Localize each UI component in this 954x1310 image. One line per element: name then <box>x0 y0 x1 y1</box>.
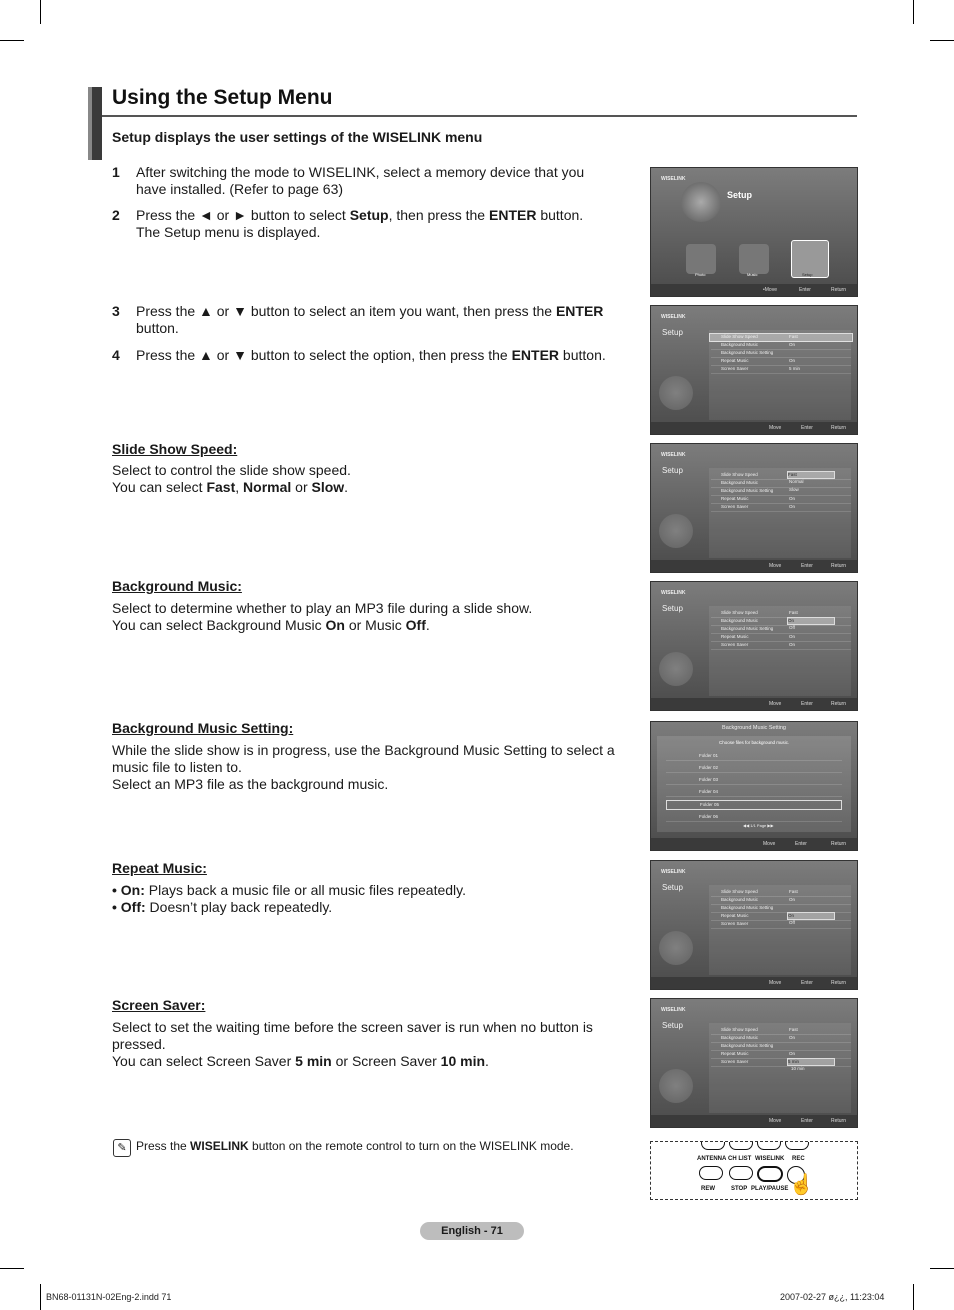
crop-mark <box>40 0 41 24</box>
step-2 <box>112 207 617 241</box>
remote-label: CH LIST <box>728 1156 752 1162</box>
option-fast: Fast <box>787 471 835 479</box>
option-5min: 5 min <box>787 1058 835 1066</box>
step-text: Press the ▲ or ▼ button to select an item you want, then press the ENTER button. <box>136 303 604 336</box>
title-rule <box>102 115 857 117</box>
wiselink-logo: WISELINK <box>661 1007 686 1013</box>
step-1 <box>112 164 617 198</box>
menu-row: Slide Show Speed Fast <box>711 1026 851 1035</box>
screen-title: Setup <box>662 466 683 475</box>
folder-row: Folder 02 <box>666 764 842 773</box>
gear-icon <box>659 1069 693 1103</box>
option-slow: Slow <box>789 487 799 492</box>
title-bar-accent-inner <box>88 87 92 160</box>
menu-row: Background Music On <box>711 341 851 350</box>
wiselink-remote-button <box>757 1166 783 1182</box>
menu-row: Background Music <box>711 479 851 488</box>
step-4 <box>112 347 617 364</box>
remote-illustration <box>650 1141 858 1200</box>
photo-icon <box>686 244 716 274</box>
crop-mark <box>913 1284 914 1310</box>
menu-row: Slide Show Speed Fast <box>711 888 851 897</box>
screen-footer: •Move Enter Return <box>651 284 857 296</box>
screen-footer: Move Enter Return <box>651 698 857 710</box>
screen-bgm-setting <box>650 721 858 851</box>
folder-row: Folder 06 <box>666 813 842 822</box>
menu-row: Screen Saver <box>711 1058 851 1067</box>
remote-button <box>699 1166 723 1180</box>
gear-icon <box>659 931 693 965</box>
option-on: On <box>787 912 835 920</box>
body-background-music: Select to determine whether to play an MP3 file during a slide show. You can select Background Music On or Music Off. <box>112 600 533 633</box>
screen-footer: Move Enter Return <box>651 422 857 434</box>
menu-row: Background Music On <box>711 896 851 905</box>
screen-background-music <box>650 581 858 711</box>
gear-icon <box>659 514 693 548</box>
screen-footer: Move Enter Return <box>651 977 857 989</box>
heading-background-music: Background Music: <box>112 578 242 594</box>
step-number: 1 <box>112 164 120 180</box>
note-icon: ✎ <box>113 1139 131 1157</box>
screen-slide-speed <box>650 443 858 573</box>
step-3 <box>112 303 617 337</box>
menu-row: Slide Show Speed Fast <box>711 609 851 618</box>
remote-button <box>729 1141 753 1150</box>
body-screen-saver: Select to set the waiting time before the screen saver is run when no button is pressed. You can select Screen Saver 5 min or Screen Saver 10 min. <box>112 1019 593 1069</box>
note-text: Press the WISELINK button on the remote control to turn on the WISELINK mode. <box>136 1139 574 1153</box>
remote-label: REW <box>701 1186 715 1192</box>
screen-title: Setup <box>662 883 683 892</box>
menu-row: Screen Saver On <box>711 503 851 512</box>
wiselink-logo: WISELINK <box>661 590 686 596</box>
remote-button <box>785 1141 809 1150</box>
crop-mark <box>913 0 914 24</box>
wiselink-logo: WISELINK <box>661 176 686 182</box>
heading-slide-show-speed: Slide Show Speed: <box>112 441 238 457</box>
step-number: 3 <box>112 303 120 319</box>
remote-button <box>701 1141 725 1150</box>
menu-row: Background Music Setting <box>711 904 851 913</box>
menu-row: Repeat Music <box>711 912 851 921</box>
page-number: English - 71 <box>420 1222 524 1240</box>
crop-mark <box>0 1268 24 1269</box>
heading-background-music-setting: Background Music Setting: <box>112 720 294 736</box>
option-off: Off <box>789 920 795 925</box>
screen-footer: Move Enter Return <box>651 838 857 850</box>
section-subtitle: Setup displays the user settings of the WISELINK menu <box>112 129 483 145</box>
remote-label: STOP <box>731 1186 748 1192</box>
menu-row: Background Music <box>711 617 851 626</box>
remote-button <box>757 1141 781 1150</box>
music-icon <box>739 244 769 274</box>
wiselink-logo: WISELINK <box>661 314 686 320</box>
crop-mark <box>930 40 954 41</box>
remote-label: PLAY/PAUSE <box>751 1186 789 1192</box>
menu-row: Repeat Music On <box>711 633 851 642</box>
option-off: Off <box>789 625 795 630</box>
menu-row: Slide Show Speed <box>711 471 851 480</box>
menu-row: Slide Show Speed Fast <box>711 333 851 342</box>
dialog-title: Background Music Setting <box>722 725 786 731</box>
screen-home <box>650 167 858 297</box>
screen-setup-menu <box>650 305 858 435</box>
folder-row-selected: Folder 05 <box>666 800 842 810</box>
remote-label: WISELINK <box>755 1156 785 1162</box>
screen-title: Setup <box>662 604 683 613</box>
step-text: Press the ◄ or ► button to select Setup, then press the ENTER button. The Setup menu is displayed. <box>136 207 584 240</box>
body-slide-show-speed: Select to control the slide show speed. You can select Fast, Normal or Slow. <box>112 462 351 495</box>
gear-icon <box>659 652 693 686</box>
heading-repeat-music: Repeat Music: <box>112 860 207 876</box>
heading-screen-saver: Screen Saver: <box>112 997 206 1013</box>
dialog-prompt: Choose files for background music. <box>719 740 790 745</box>
screen-repeat-music <box>650 860 858 990</box>
option-10min: 10 min <box>791 1066 805 1071</box>
crop-mark <box>0 40 24 41</box>
menu-row: Background Music Setting <box>711 349 851 358</box>
body-background-music-setting: While the slide show is in progress, use the Background Music Setting to select a music file to listen to. Select an MP3 file as the background music. <box>112 742 615 792</box>
menu-row: Screen Saver 5 min <box>711 365 851 374</box>
screen-screen-saver <box>650 998 858 1128</box>
screen-title: Setup <box>662 328 683 337</box>
wiselink-logo: WISELINK <box>661 452 686 458</box>
menu-row: Repeat Music On <box>711 357 851 366</box>
gear-icon <box>659 376 693 410</box>
slug-filename: BN68-01131N-02Eng-2.indd 71 <box>46 1292 172 1302</box>
menu-row: Screen Saver On <box>711 641 851 650</box>
folder-row: Folder 03 <box>666 776 842 785</box>
slug-timestamp: 2007-02-27 ø¿¿, 11:23:04 <box>780 1292 885 1302</box>
screen-footer: Move Enter Return <box>651 560 857 572</box>
crop-mark <box>40 1284 41 1310</box>
screen-footer: Move Enter Return <box>651 1115 857 1127</box>
home-item-photo: Photo <box>695 272 706 277</box>
folder-row: Folder 01 <box>666 752 842 761</box>
menu-row: Background Music Setting <box>711 1042 851 1051</box>
menu-row: Repeat Music On <box>711 495 851 504</box>
menu-row: Background Music Setting <box>711 625 851 634</box>
body-repeat-music: • On: Plays back a music file or all music files repeatedly. • Off: Doesn’t play back repeatedly. <box>112 882 466 915</box>
crop-mark <box>930 1268 954 1269</box>
remote-label: ANTENNA <box>697 1156 727 1162</box>
wiselink-logo: WISELINK <box>661 869 686 875</box>
option-on: On <box>787 617 835 625</box>
menu-row: Screen Saver <box>711 920 851 929</box>
folder-row: Folder 04 <box>666 788 842 797</box>
remote-label: REC <box>792 1156 805 1162</box>
step-text: Press the ▲ or ▼ button to select the option, then press the ENTER button. <box>136 347 606 363</box>
hand-pointer-icon: ☝ <box>789 1174 814 1196</box>
menu-row: Repeat Music On <box>711 1050 851 1059</box>
option-normal: Normal <box>789 479 804 484</box>
gear-icon <box>681 182 721 222</box>
menu-row: Background Music Setting <box>711 487 851 496</box>
page-indicator: ◀◀ 1/1 Page ▶▶ <box>743 823 774 828</box>
home-item-music: Music <box>747 272 758 277</box>
menu-row: Background Music On <box>711 1034 851 1043</box>
remote-button <box>729 1166 753 1180</box>
step-number: 2 <box>112 207 120 223</box>
screen-title: Setup <box>662 1021 683 1030</box>
screen-title: Setup <box>727 190 753 200</box>
home-item-setup: Setup <box>802 272 813 277</box>
step-text: After switching the mode to WISELINK, select a memory device that you have installed. (Refer to page 63) <box>136 164 585 197</box>
step-number: 4 <box>112 347 120 363</box>
page-title: Using the Setup Menu <box>112 86 333 109</box>
